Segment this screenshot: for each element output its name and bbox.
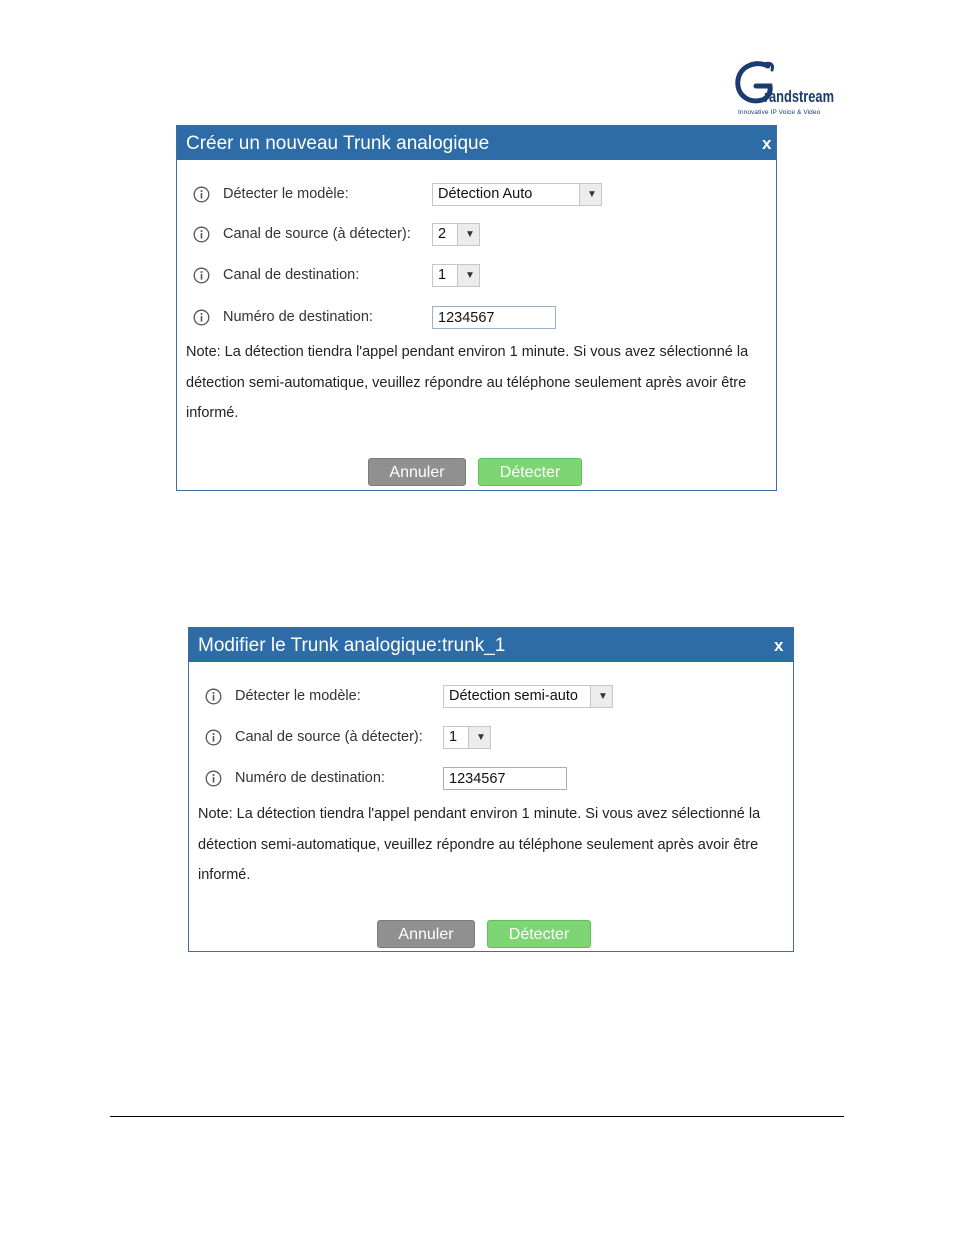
model-select[interactable] — [432, 183, 602, 206]
dialog-header — [177, 126, 776, 160]
svg-text:randstream: randstream — [764, 87, 834, 106]
info-circle-icon — [205, 770, 222, 787]
triangle-down-icon: ▼ — [465, 229, 475, 240]
dialog-title: Créer un nouveau Trunk analogique — [186, 133, 490, 154]
detection-note: Note: La détection tiendra l'appel pendant environ 1 minute. Si vous avez sélectionné la détection semi-automatique, veuillez répondre au téléphone seulement après avoir être informé. — [186, 344, 749, 421]
dest-channel-select[interactable] — [432, 264, 480, 287]
info-circle-icon — [193, 267, 210, 284]
dropdown-arrow[interactable] — [457, 265, 479, 286]
create-trunk-dialog — [176, 125, 777, 491]
triangle-down-icon: ▼ — [465, 270, 475, 281]
info-circle-icon — [193, 226, 210, 243]
model-select-value: Détection Auto — [438, 186, 533, 202]
cancel-button[interactable]: Annuler — [377, 920, 475, 948]
source-channel-value: 2 — [438, 226, 447, 242]
model-select-value: Détection semi-auto — [449, 688, 578, 704]
triangle-down-icon: ▼ — [476, 732, 486, 743]
info-circle-icon — [193, 309, 210, 326]
info-circle-icon — [205, 688, 222, 705]
cancel-button[interactable]: Annuler — [368, 458, 466, 486]
dest-number-row — [193, 306, 753, 330]
source-channel-row — [193, 223, 753, 247]
source-channel-label: Canal de source (à détecter): — [235, 729, 423, 745]
dest-number-label: Numéro de destination: — [235, 770, 385, 786]
dest-channel-label: Canal de destination: — [223, 267, 360, 283]
source-channel-value: 1 — [449, 729, 458, 745]
dropdown-arrow[interactable] — [590, 686, 612, 707]
source-channel-select[interactable] — [443, 726, 491, 749]
grandstream-logo-mark — [734, 60, 838, 108]
dropdown-arrow[interactable] — [457, 224, 479, 245]
dialog-title: Modifier le Trunk analogique:trunk_1 — [198, 635, 506, 656]
info-circle-icon — [193, 186, 210, 203]
dest-number-label: Numéro de destination: — [223, 309, 373, 325]
detection-note: Note: La détection tiendra l'appel pendant environ 1 minute. Si vous avez sélectionné la détection semi-automatique, veuillez répondre au téléphone seulement après avoir être informé. — [198, 806, 761, 883]
info-circle-icon — [205, 729, 222, 746]
footer-divider — [110, 1116, 844, 1117]
dropdown-arrow[interactable] — [579, 184, 601, 205]
dest-number-input[interactable] — [443, 767, 567, 790]
close-icon[interactable]: x — [774, 636, 784, 655]
detect-button[interactable]: Détecter — [478, 458, 582, 486]
source-channel-select[interactable] — [432, 223, 480, 246]
grandstream-logo — [734, 60, 838, 118]
model-label: Détecter le modèle: — [235, 688, 361, 704]
detect-button[interactable]: Détecter — [487, 920, 591, 948]
close-icon[interactable]: x — [762, 134, 772, 153]
dest-number-input[interactable] — [432, 306, 556, 329]
dialog-header — [189, 628, 793, 662]
dest-channel-row — [193, 264, 753, 288]
triangle-down-icon: ▼ — [587, 189, 597, 200]
logo-tagline: Innovative IP Voice & Video — [738, 109, 821, 116]
dropdown-arrow[interactable] — [468, 727, 490, 748]
triangle-down-icon: ▼ — [598, 691, 608, 702]
model-label: Détecter le modèle: — [223, 186, 349, 202]
model-row — [205, 685, 765, 709]
dest-number-row — [205, 767, 765, 791]
model-select[interactable] — [443, 685, 613, 708]
model-row — [193, 183, 753, 207]
dest-channel-value: 1 — [438, 267, 447, 283]
source-channel-label: Canal de source (à détecter): — [223, 226, 411, 242]
source-channel-row — [205, 726, 765, 750]
edit-trunk-dialog — [188, 627, 794, 952]
